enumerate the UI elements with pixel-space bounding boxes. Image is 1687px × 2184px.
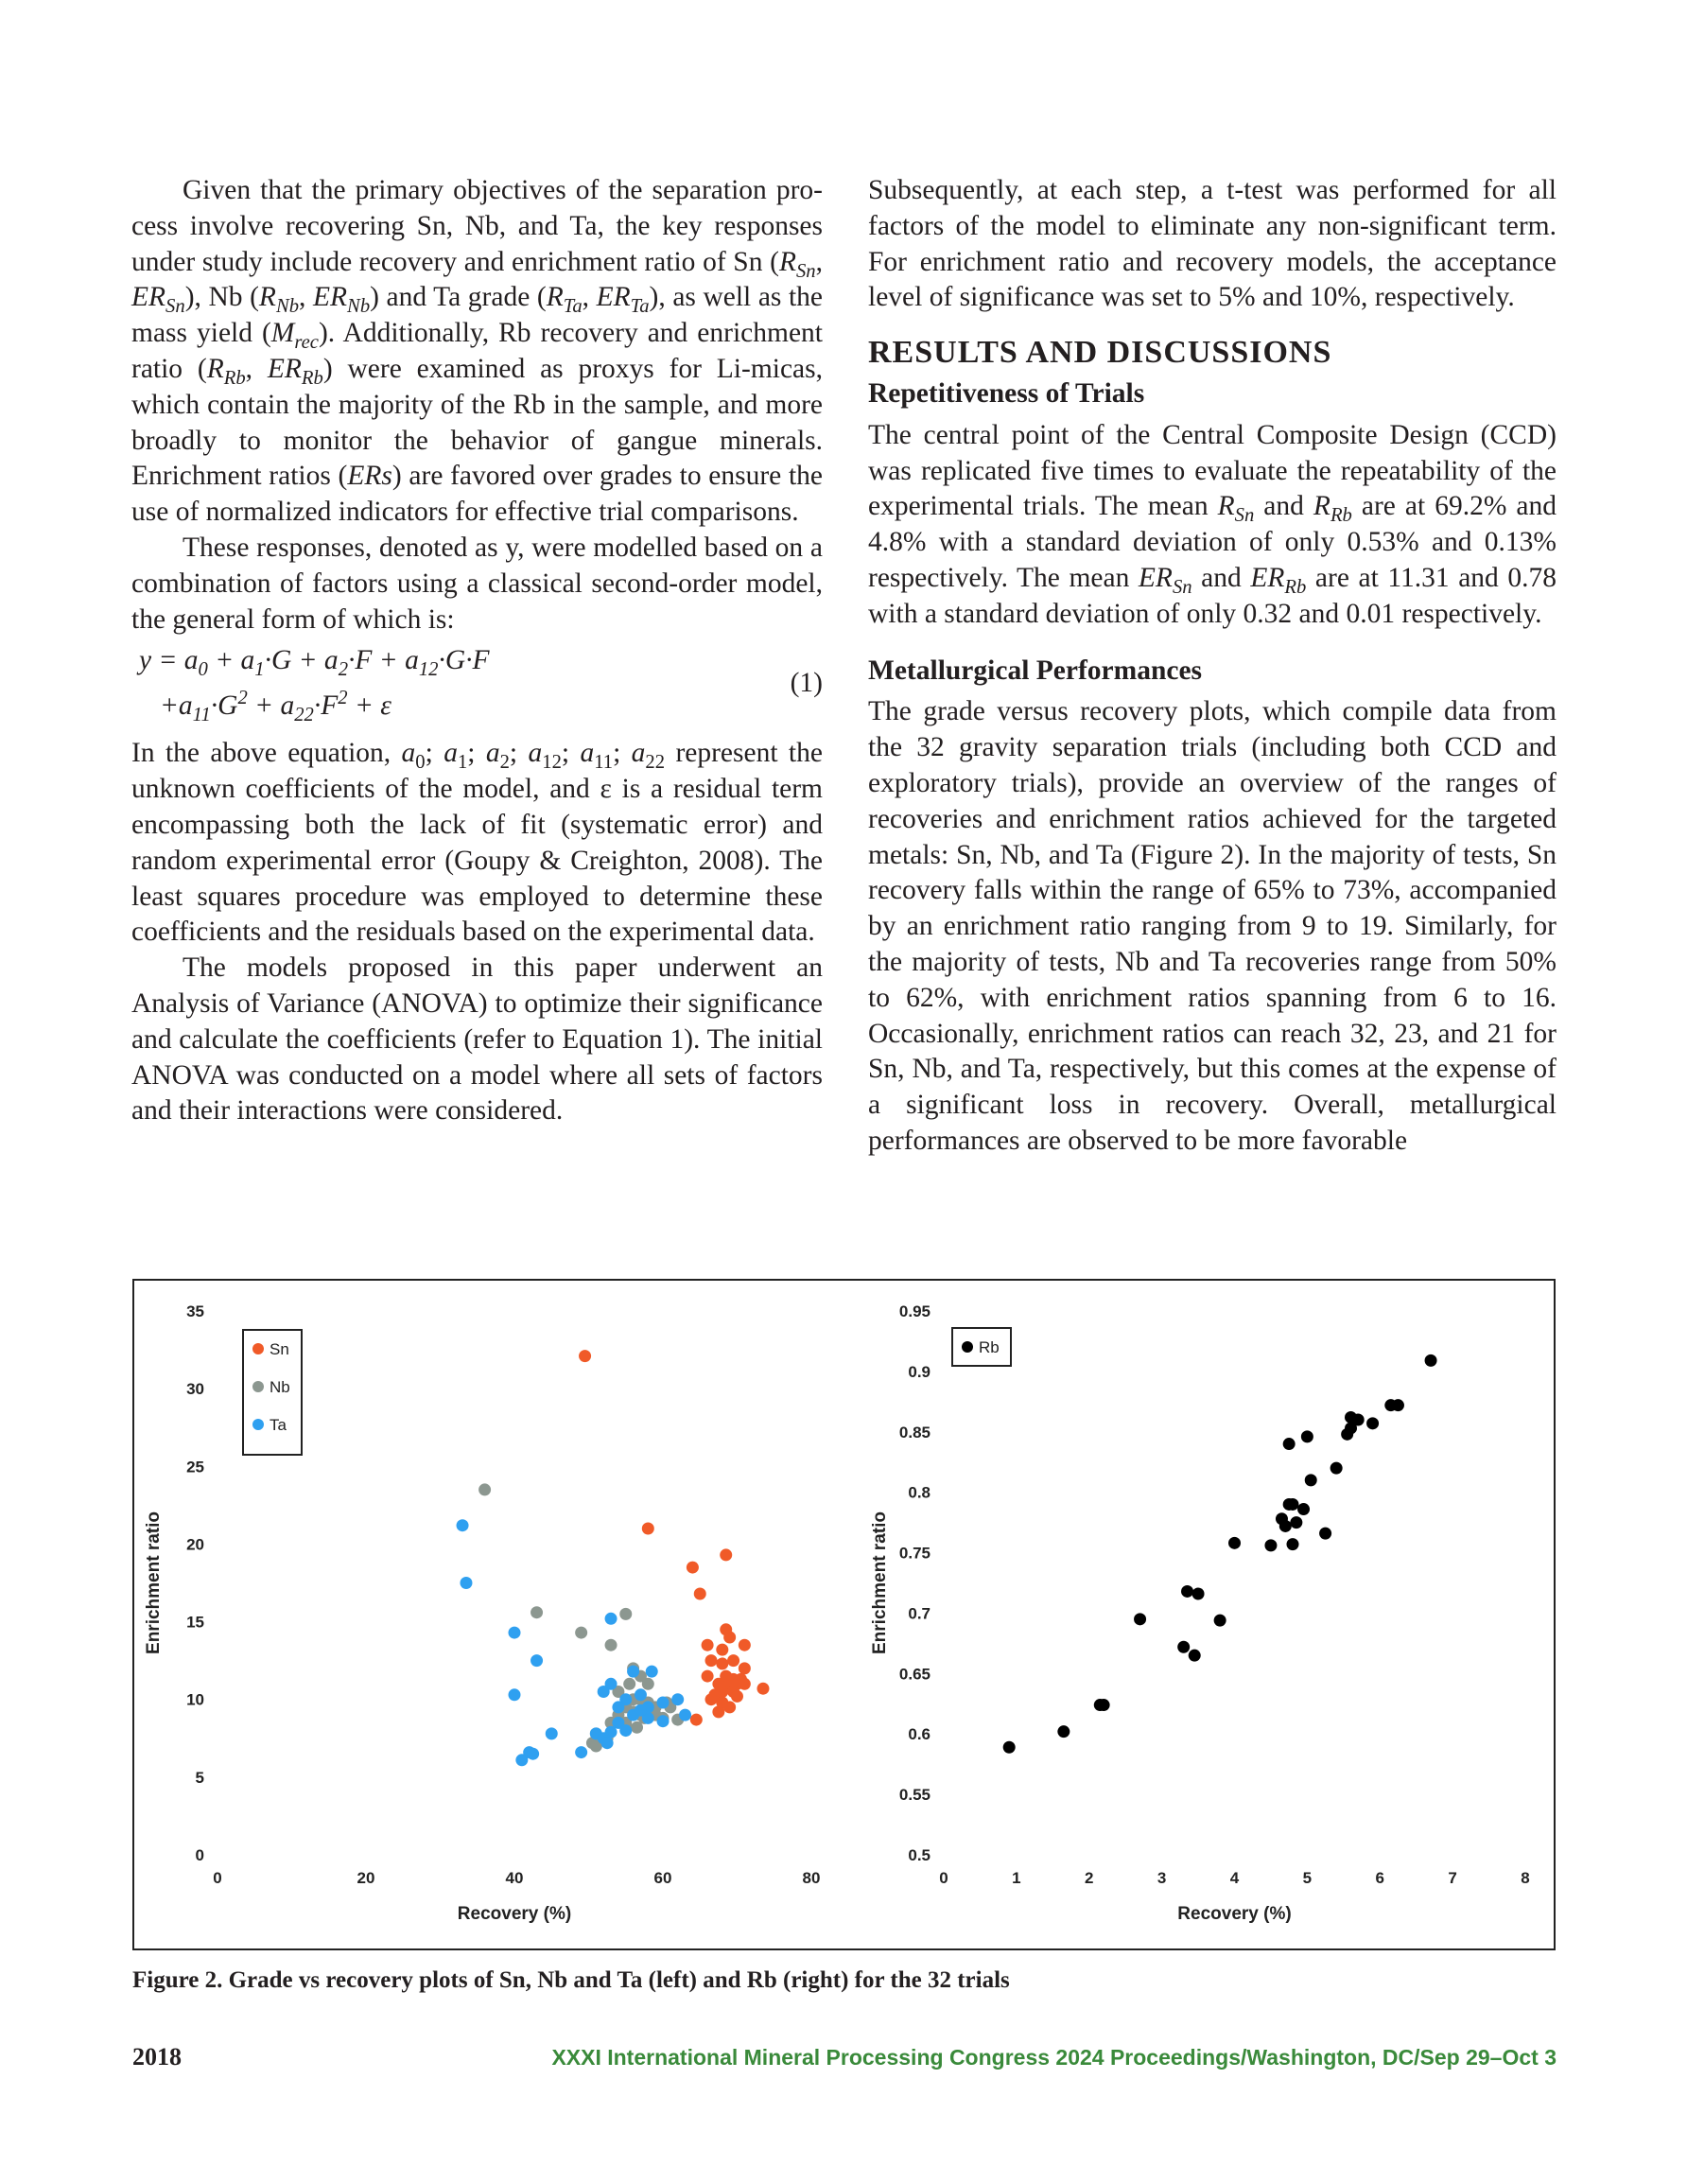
data-point-rb xyxy=(1366,1417,1379,1429)
paragraph-model: These responses, denoted as y, were modelled based on a combination of factors using a classical second-order model, the general form of which is: xyxy=(131,532,823,635)
data-point-sn xyxy=(716,1657,728,1669)
data-point-rb xyxy=(1283,1438,1296,1450)
data-point-ta xyxy=(509,1627,521,1639)
x-tick-label: 3 xyxy=(1157,1869,1167,1887)
data-point-sn xyxy=(723,1632,736,1644)
data-point-rb xyxy=(1319,1528,1331,1540)
x-tick-label: 6 xyxy=(1375,1869,1384,1887)
data-point-rb xyxy=(1301,1430,1313,1442)
figure-caption: Figure 2. Grade vs recovery plots of Sn, Nb and Ta (left) and Rb (right) for the 32 trials xyxy=(132,1967,1010,1993)
data-point-nb xyxy=(623,1678,635,1690)
data-point-sn xyxy=(723,1701,736,1713)
data-point-ta xyxy=(605,1678,617,1690)
x-tick-label: 0 xyxy=(939,1869,948,1887)
data-point-rb xyxy=(1330,1462,1343,1475)
page-footer xyxy=(132,2043,1557,2081)
x-tick-label: 8 xyxy=(1521,1869,1530,1887)
paragraph-responses: Given that the primary objectives of the separation process involve recovering Sn, Nb, and Ta, the key responses under study include recovery and enrichment ratio of Sn ($R_{Sn}$, $ER_{Sn}$), Nb ($R_{Nb}$, $ER_{Nb}$) and Ta grade ($R_{Ta}$, $ER_{Ta}$), as well as the mass yield $(M_{rec})$. Additionally, Rb recovery and enrichment ratio ($R_{Rb}$, $ER_{Rb}$) were examined as proxys for Li-micas, which contain the majority of the Rb in the sample, and more broadly to monitor the behavior of gangue minerals. Enrichment ratios (ERs) are favored over grades to ensure the use of normalized indicators for effective trial comparisons. xyxy=(131,175,824,528)
data-point-nb xyxy=(605,1639,617,1651)
equation-line-2: $+a_{11}\cdot G^2 + a_{22}\cdot F^2 + \varepsilon$ xyxy=(160,688,391,726)
data-point-ta xyxy=(671,1693,684,1705)
data-point-rb xyxy=(1003,1741,1016,1754)
paragraph-coefficients: In the above equation, $a_0$; $a_1$; $a_2$; $a_{12}$; $a_{11}$; $a_{22}$ represent the unknown coefficients of the model, and ε is a residual term encompassing both the lack of fit (systematic error) and random experimental error (Goupy & Creighton, 2008). The least squares procedure was employed to determine these coefficients and the residuals based on the experimental data. xyxy=(131,738,823,948)
data-point-ta xyxy=(657,1715,670,1727)
data-point-sn xyxy=(642,1523,654,1535)
data-point-rb xyxy=(1287,1498,1299,1511)
x-tick-label: 2 xyxy=(1085,1869,1094,1887)
subheading-repetitiveness: Repetitiveness of Trials xyxy=(868,377,1145,409)
data-point-sn xyxy=(579,1350,591,1362)
data-point-ta xyxy=(627,1666,639,1678)
data-point-rb xyxy=(1192,1588,1205,1600)
data-point-rb xyxy=(1228,1537,1241,1549)
figure-2 xyxy=(132,1279,1556,1950)
paragraph-repetitiveness: The central point of the Central Composite Design (CCD) was replicated five times to evaluate the repeatability of the experimental trials. The mean $R_{Sn}$ and $R_{Rb}$ are at 69.2% and 4.8% with a standard deviation of only 0.53% and 0.13% respectively. The mean $ER_{Sn}$ and $ER_{Rb}$ are at 11.31 and 0.78 with a standard deviation of only 0.32 and 0.01 respectively. xyxy=(868,419,1557,629)
x-axis-title: Recovery (%) xyxy=(1177,1904,1292,1924)
data-point-rb xyxy=(1297,1503,1310,1515)
data-point-sn xyxy=(757,1683,769,1695)
page-number: 2018 xyxy=(132,2043,182,2070)
y-tick-label: 35 xyxy=(186,1302,204,1320)
data-point-sn xyxy=(727,1654,739,1667)
data-point-rb xyxy=(1214,1615,1226,1627)
y-tick-label: 15 xyxy=(186,1613,204,1632)
paragraph-anova: The models proposed in this paper underwent an Analysis of Variance (ANOVA) to optimize their significance and calculate the coefficients (refer to Equation 1). The initial ANOVA was conducted on a model where all sets of factors and their interactions were considered. xyxy=(131,952,823,1127)
y-tick-label: 0.8 xyxy=(908,1483,930,1502)
legend-label-rb: Rb xyxy=(979,1338,1000,1356)
data-point-rb xyxy=(1057,1725,1070,1738)
equation-1 xyxy=(131,639,823,734)
data-point-sn xyxy=(694,1588,706,1600)
data-point-ta xyxy=(575,1746,587,1758)
equation-number: (1) xyxy=(790,668,823,699)
data-point-nb xyxy=(575,1627,587,1639)
data-point-ta xyxy=(530,1654,543,1667)
legend-marker-nb xyxy=(252,1381,264,1392)
x-tick-label: 7 xyxy=(1448,1869,1457,1887)
legend-marker-rb xyxy=(962,1341,973,1353)
legend-label-ta: Ta xyxy=(270,1416,287,1434)
data-point-ta xyxy=(635,1688,647,1701)
data-point-ta xyxy=(679,1709,691,1721)
data-point-rb xyxy=(1264,1539,1277,1551)
data-point-sn xyxy=(702,1670,714,1683)
equation-line-1: $y = a_0 + a_1\cdot G + a_2\cdot F + a_{12}\cdot G\cdot F$ xyxy=(139,645,490,681)
data-point-ta xyxy=(527,1748,539,1760)
y-tick-label: 0.5 xyxy=(908,1846,930,1864)
chart-1 xyxy=(144,1302,820,1924)
data-point-ta xyxy=(546,1727,558,1739)
data-point-ta xyxy=(635,1704,647,1717)
y-tick-label: 0.95 xyxy=(898,1302,930,1320)
y-tick-label: 0.85 xyxy=(898,1423,930,1441)
data-point-sn xyxy=(702,1639,714,1651)
x-tick-label: 5 xyxy=(1302,1869,1313,1887)
data-point-ta xyxy=(457,1519,469,1531)
data-point-sn xyxy=(739,1639,751,1651)
data-point-sn xyxy=(705,1654,718,1667)
data-point-nb xyxy=(530,1606,543,1618)
legend-marker-ta xyxy=(252,1419,264,1430)
y-tick-label: 0.65 xyxy=(898,1665,930,1684)
data-point-sn xyxy=(705,1693,718,1705)
right-column xyxy=(868,173,1557,1160)
data-point-ta xyxy=(605,1613,617,1625)
x-tick-label: 40 xyxy=(505,1869,524,1887)
y-tick-label: 0.75 xyxy=(898,1544,930,1563)
data-point-ta xyxy=(460,1577,472,1589)
data-point-ta xyxy=(509,1688,521,1701)
legend-label-sn: Sn xyxy=(270,1340,289,1358)
section-heading: RESULTS AND DISCUSSIONS xyxy=(868,335,1332,371)
left-column xyxy=(131,173,823,1129)
y-tick-label: 5 xyxy=(195,1768,204,1787)
legend-marker-sn xyxy=(252,1343,264,1354)
figure-charts xyxy=(134,1281,1554,1948)
conference-title: XXXI International Mineral Processing Congress 2024 Proceedings/Washington, DC/Sep 29–Oct 3 xyxy=(551,2045,1557,2070)
data-point-sn xyxy=(731,1690,743,1703)
data-point-rb xyxy=(1287,1538,1299,1550)
data-point-ta xyxy=(601,1737,614,1749)
y-axis-title: Enrichment ratio xyxy=(870,1511,890,1654)
y-tick-label: 0.55 xyxy=(898,1786,930,1805)
data-point-sn xyxy=(739,1678,751,1690)
y-tick-label: 0.6 xyxy=(908,1725,930,1744)
data-point-ta xyxy=(646,1666,658,1678)
data-point-rb xyxy=(1352,1414,1365,1426)
data-point-ta xyxy=(657,1697,670,1709)
data-point-rb xyxy=(1279,1520,1292,1532)
y-tick-label: 30 xyxy=(186,1380,204,1399)
x-tick-label: 1 xyxy=(1012,1869,1021,1887)
x-tick-label: 20 xyxy=(357,1869,375,1887)
legend-label-nb: Nb xyxy=(270,1378,290,1396)
data-point-sn xyxy=(739,1662,751,1674)
data-point-rb xyxy=(1098,1699,1110,1711)
data-point-nb xyxy=(642,1678,654,1690)
data-point-rb xyxy=(1177,1641,1190,1653)
y-tick-label: 20 xyxy=(186,1535,204,1554)
chart-2 xyxy=(870,1302,1530,1924)
x-tick-label: 0 xyxy=(213,1869,222,1887)
data-point-rb xyxy=(1134,1613,1146,1625)
y-tick-label: 0 xyxy=(195,1846,204,1864)
subheading-metallurgical: Metallurgical Performances xyxy=(868,655,1203,686)
data-point-sn xyxy=(712,1705,724,1718)
data-point-sn xyxy=(716,1644,728,1656)
y-tick-label: 0.9 xyxy=(908,1362,930,1381)
y-tick-label: 0.7 xyxy=(908,1604,930,1623)
x-axis-title: Recovery (%) xyxy=(457,1904,572,1924)
data-point-sn xyxy=(690,1714,703,1726)
data-point-ta xyxy=(612,1701,624,1713)
x-tick-label: 60 xyxy=(653,1869,672,1887)
x-tick-label: 80 xyxy=(802,1869,821,1887)
data-point-sn xyxy=(687,1562,699,1574)
data-point-sn xyxy=(720,1548,732,1561)
y-tick-label: 25 xyxy=(186,1458,204,1476)
data-point-ta xyxy=(619,1724,632,1737)
paragraph-ttest: Subsequently, at each step, a t-test was performed for all factors of the model to eliminate any non-significant term. For enrichment ratio and recovery models, the acceptance level of significance was set to 5% and 10%, respectively. xyxy=(868,175,1557,313)
paragraph-metallurgical: The grade versus recovery plots, which compile data from the 32 gravity separation trials (including both CCD and exploratory trials), provide an overview of the ranges of recoveries and enrichment ratios achieved for the targeted metals: Sn, Nb, and Ta (Figure 2). In the majority of tests, Sn recovery falls within the range of 65% to 73%, accompanied by an enrichment ratio ranging from 9 to 19. Similarly, for the majority of tests, Nb and Ta recoveries range from 50% to 62%, with enrichment ratios spanning from 6 to 16. Occasionally, enrichment ratios can reach 32, 23, and 21 for Sn, Nb, and Ta, respectively, but this comes at the expense of a significant loss in recovery. Overall, metallurgical performances are observed to be more favorable xyxy=(868,696,1557,1156)
data-point-rb xyxy=(1392,1399,1404,1411)
data-point-rb xyxy=(1189,1650,1201,1662)
data-point-nb xyxy=(478,1483,491,1495)
data-point-rb xyxy=(1305,1474,1317,1486)
data-point-rb xyxy=(1425,1354,1437,1367)
data-point-rb xyxy=(1290,1516,1302,1529)
y-tick-label: 10 xyxy=(186,1690,204,1709)
x-tick-label: 4 xyxy=(1229,1869,1240,1887)
data-point-rb xyxy=(1181,1585,1193,1598)
data-point-ta xyxy=(515,1754,528,1766)
data-point-nb xyxy=(619,1608,632,1620)
y-axis-title: Enrichment ratio xyxy=(144,1511,164,1654)
